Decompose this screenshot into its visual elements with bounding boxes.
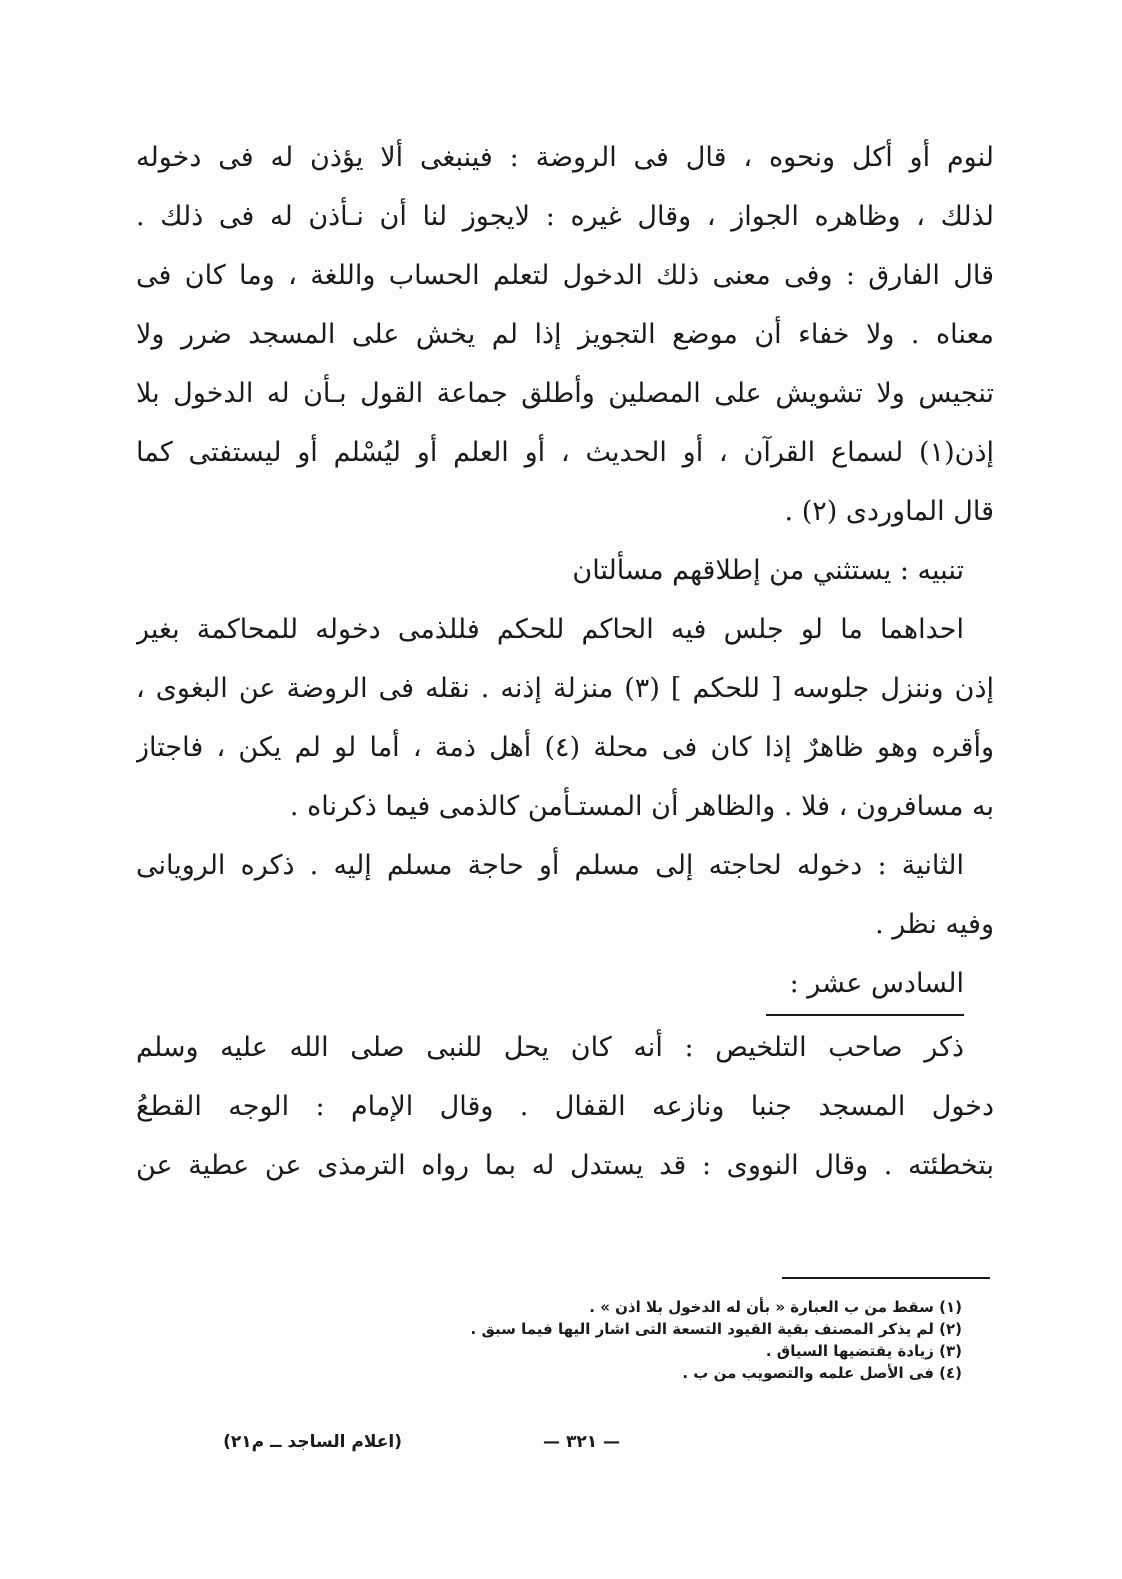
text-line: إذن وننزل جلوسه [ للحكم ] (٣) منزلة إذنه . نقله فى الروضة عن البغوى ، [136,673,994,704]
text-line: وأقره وهو ظاهرٌ إذا كان فى محلة (٤) أهل ذمة ، أما لو لم يكن ، فاجتاز [136,732,994,763]
text-line: إذن(١) لسماع القرآن ، أو الحديث ، أو العلم أو ليُسْلم أو ليستفتى كما [136,437,994,468]
page-footer [0,1432,1122,1462]
text-line: ذكر صاحب التلخيص : أنه كان يحل للنبى صلى الله عليه وسلم [136,1032,964,1063]
footnote: (٢) لم يذكر المصنف بقية القيود التسعة التى اشار اليها فيما سبق . [470,1320,962,1338]
text-line: احداهما ما لو جلس فيه الحاكم للحكم فللذمى دخوله للمحاكمة بغير [136,614,964,645]
footnote: (٣) زيادة يقتضيها السياق . [765,1342,962,1360]
footnote: (٤) فى الأصل علمه والتصويب من ب . [682,1364,962,1382]
text-line: لنوم أو أكل ونحوه ، قال فى الروضة : فينبغى ألا يؤذن له فى دخوله [136,142,994,173]
footnote: (١) سقط من ب العبارة « بأن له الدخول بلا اذن » . [589,1298,962,1316]
footnote-separator [782,1277,990,1279]
tanbih-line: تنبيه : يستثني من إطلاقهم مسألتان [572,555,964,586]
text-line: الثانية : دخوله لحاجته إلى مسلم أو حاجة مسلم إليه . ذكره الرويانى [136,850,964,881]
footnotes [132,1296,962,1384]
text-line: وفيه نظر . [875,909,994,940]
text-line: قال الفارق : وفى معنى ذلك الدخول لتعلم الحساب واللغة ، وما كان فى [136,260,994,291]
text-line: بتخطئته . وقال النووى : قد يستدل له بما رواه الترمذى عن عطية عن [136,1150,994,1181]
text-line: تنجيس ولا تشويش على المصلين وأطلق جماعة القول بـأن له الدخول بلا [136,378,994,409]
section-heading [136,954,994,1013]
text-line: به مسافرون ، فلا . والظاهر أن المستـأمن كالذمى فيما ذكرناه . [289,791,994,822]
section-heading-text: السادس عشر : [789,968,964,999]
heading-underline [766,1014,964,1016]
text-line: لذلك ، وظاهره الجواز ، وقال غيره : لايجوز لنا أن نـأذن له فى ذلك . [136,201,994,232]
page-number: — ٣٢١ — [543,1432,620,1452]
main-text [136,128,994,1195]
text-line: معناه . ولا خفاء أن موضع التجويز إذا لم يخش على المسجد ضرر ولا [136,319,994,350]
text-line: دخول المسجد جنبا ونازعه القفال . وقال الإمام : الوجه القطعُ [136,1091,994,1122]
text-line: قال الماوردى (٢) . [784,496,994,527]
book-reference: (اعلام الساجد ــ م٢١) [223,1432,402,1452]
